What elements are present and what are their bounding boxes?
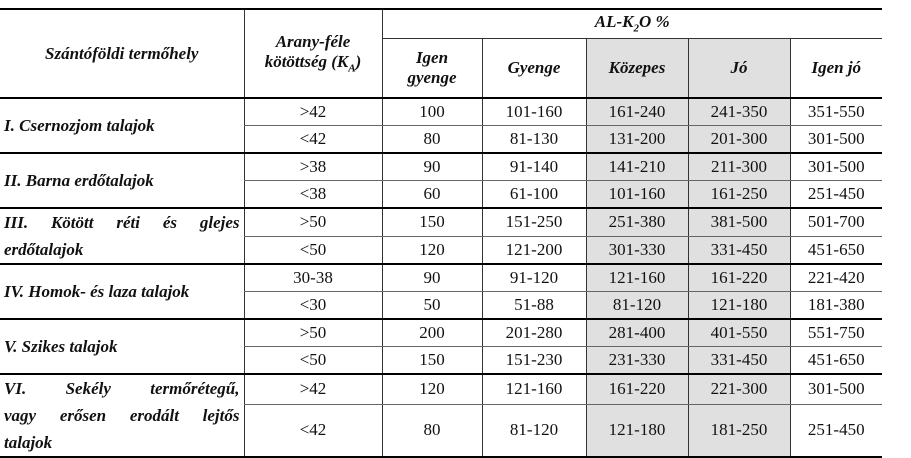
cell-kozepes: 101-160 [586, 181, 688, 209]
cell-jo: 211-300 [688, 153, 790, 181]
cell-igen-gyenge: 100 [382, 98, 482, 126]
group-name [0, 319, 244, 374]
cell-jo: 121-180 [688, 292, 790, 320]
cell-igen-gyenge: 90 [382, 153, 482, 181]
cell-igen-jo: 301-500 [790, 374, 882, 404]
cell-jo: 331-450 [688, 347, 790, 375]
cell-igen-jo: 501-700 [790, 208, 882, 236]
header-al-prefix: AL-K [594, 12, 634, 32]
cell-gyenge: 121-160 [482, 374, 586, 404]
cell-igen-jo: 221-420 [790, 264, 882, 292]
cell-igen-jo: 351-550 [790, 98, 882, 126]
cell-igen-gyenge: 80 [382, 126, 482, 154]
group-name [0, 98, 244, 153]
header-al-k2o [382, 9, 882, 39]
cell-igen-jo: 251-450 [790, 404, 882, 457]
cell-ka: 30-38 [244, 264, 382, 292]
cell-jo: 401-550 [688, 319, 790, 347]
cell-ka: <30 [244, 292, 382, 320]
cell-gyenge: 91-120 [482, 264, 586, 292]
cell-igen-jo: 301-500 [790, 153, 882, 181]
cell-ka: <38 [244, 181, 382, 209]
cell-gyenge: 151-250 [482, 208, 586, 236]
header-cat-gyenge: Gyenge [482, 39, 586, 99]
cell-jo: 161-250 [688, 181, 790, 209]
cell-ka: <50 [244, 347, 382, 375]
cell-kozepes: 131-200 [586, 126, 688, 154]
cell-gyenge: 91-140 [482, 153, 586, 181]
cell-gyenge: 151-230 [482, 347, 586, 375]
header-site [0, 9, 244, 98]
cell-kozepes: 281-400 [586, 319, 688, 347]
group-name-line: III. Kötött réti és glejes [4, 213, 240, 232]
cell-ka: >50 [244, 319, 382, 347]
table-body [0, 98, 882, 457]
table-row [0, 374, 882, 404]
cell-jo: 221-300 [688, 374, 790, 404]
cell-igen-jo: 551-750 [790, 319, 882, 347]
cell-igen-gyenge: 150 [382, 208, 482, 236]
header-arany-line1: Arany-féle [275, 32, 351, 52]
group-name-line: erdőtalajok [4, 240, 84, 259]
cell-kozepes: 81-120 [586, 292, 688, 320]
cell-igen-jo: 251-450 [790, 181, 882, 209]
header-cat-kozepes: Közepes [586, 39, 688, 99]
soil-potassium-table [0, 8, 882, 458]
cell-kozepes: 161-240 [586, 98, 688, 126]
cell-igen-gyenge: 80 [382, 404, 482, 457]
group-name-line: I. Csernozjom talajok [4, 116, 155, 135]
table-row [0, 153, 882, 181]
cell-gyenge: 81-130 [482, 126, 586, 154]
cell-ka: >42 [244, 374, 382, 404]
table-row [0, 208, 882, 236]
group-name-line: V. Szikes talajok [4, 337, 118, 356]
cell-kozepes: 251-380 [586, 208, 688, 236]
cell-ka: >38 [244, 153, 382, 181]
cell-gyenge: 81-120 [482, 404, 586, 457]
cell-gyenge: 121-200 [482, 236, 586, 264]
table-row [0, 319, 882, 347]
cell-ka: <42 [244, 404, 382, 457]
cell-kozepes: 141-210 [586, 153, 688, 181]
cell-igen-gyenge: 150 [382, 347, 482, 375]
cell-ka: <42 [244, 126, 382, 154]
header-cat-jo: Jó [688, 39, 790, 99]
cell-igen-gyenge: 50 [382, 292, 482, 320]
header-cat-igen-gyenge [382, 39, 482, 99]
cell-igen-gyenge: 120 [382, 236, 482, 264]
cell-kozepes: 121-180 [586, 404, 688, 457]
cell-jo: 381-500 [688, 208, 790, 236]
cell-ka: >50 [244, 208, 382, 236]
cell-gyenge: 61-100 [482, 181, 586, 209]
cell-igen-gyenge: 90 [382, 264, 482, 292]
cell-ka: <50 [244, 236, 382, 264]
cell-jo: 201-300 [688, 126, 790, 154]
header-al-sub: 2 [633, 22, 640, 35]
group-name [0, 153, 244, 208]
cell-gyenge: 201-280 [482, 319, 586, 347]
table-row [0, 98, 882, 126]
cell-igen-jo: 181-380 [790, 292, 882, 320]
header-site-label: Szántóföldi termőhely [45, 43, 199, 63]
cell-gyenge: 101-160 [482, 98, 586, 126]
cell-ka: >42 [244, 98, 382, 126]
cell-igen-jo: 451-650 [790, 347, 882, 375]
group-name-line: talajok [4, 433, 53, 452]
header-cat-igen-gyenge-1: Igen [415, 48, 449, 68]
cell-igen-jo: 451-650 [790, 236, 882, 264]
cell-igen-jo: 301-500 [790, 126, 882, 154]
header-arany-line2: kötöttség (K [264, 51, 349, 71]
cell-jo: 181-250 [688, 404, 790, 457]
cell-kozepes: 231-330 [586, 347, 688, 375]
group-name-line: vagy erősen erodált lejtős [4, 406, 240, 425]
group-name-line: II. Barna erdőtalajok [4, 171, 154, 190]
header-arany-sub: A [348, 62, 356, 75]
header-al-suffix: O % [639, 12, 670, 32]
group-name-line: VI. Sekély termőrétegű, [4, 379, 240, 398]
header-cat-igen-jo: Igen jó [790, 39, 882, 99]
cell-kozepes: 121-160 [586, 264, 688, 292]
table-row [0, 264, 882, 292]
header-cat-igen-gyenge-2: gyenge [407, 68, 457, 87]
header-arany [244, 9, 382, 98]
cell-igen-gyenge: 200 [382, 319, 482, 347]
group-name [0, 264, 244, 319]
cell-kozepes: 301-330 [586, 236, 688, 264]
group-name [0, 208, 244, 264]
cell-jo: 331-450 [688, 236, 790, 264]
group-name-line: IV. Homok- és laza talajok [4, 282, 190, 301]
cell-igen-gyenge: 60 [382, 181, 482, 209]
header-arany-close: ) [355, 51, 362, 71]
cell-gyenge: 51-88 [482, 292, 586, 320]
cell-kozepes: 161-220 [586, 374, 688, 404]
cell-jo: 241-350 [688, 98, 790, 126]
group-name [0, 374, 244, 457]
cell-igen-gyenge: 120 [382, 374, 482, 404]
cell-jo: 161-220 [688, 264, 790, 292]
